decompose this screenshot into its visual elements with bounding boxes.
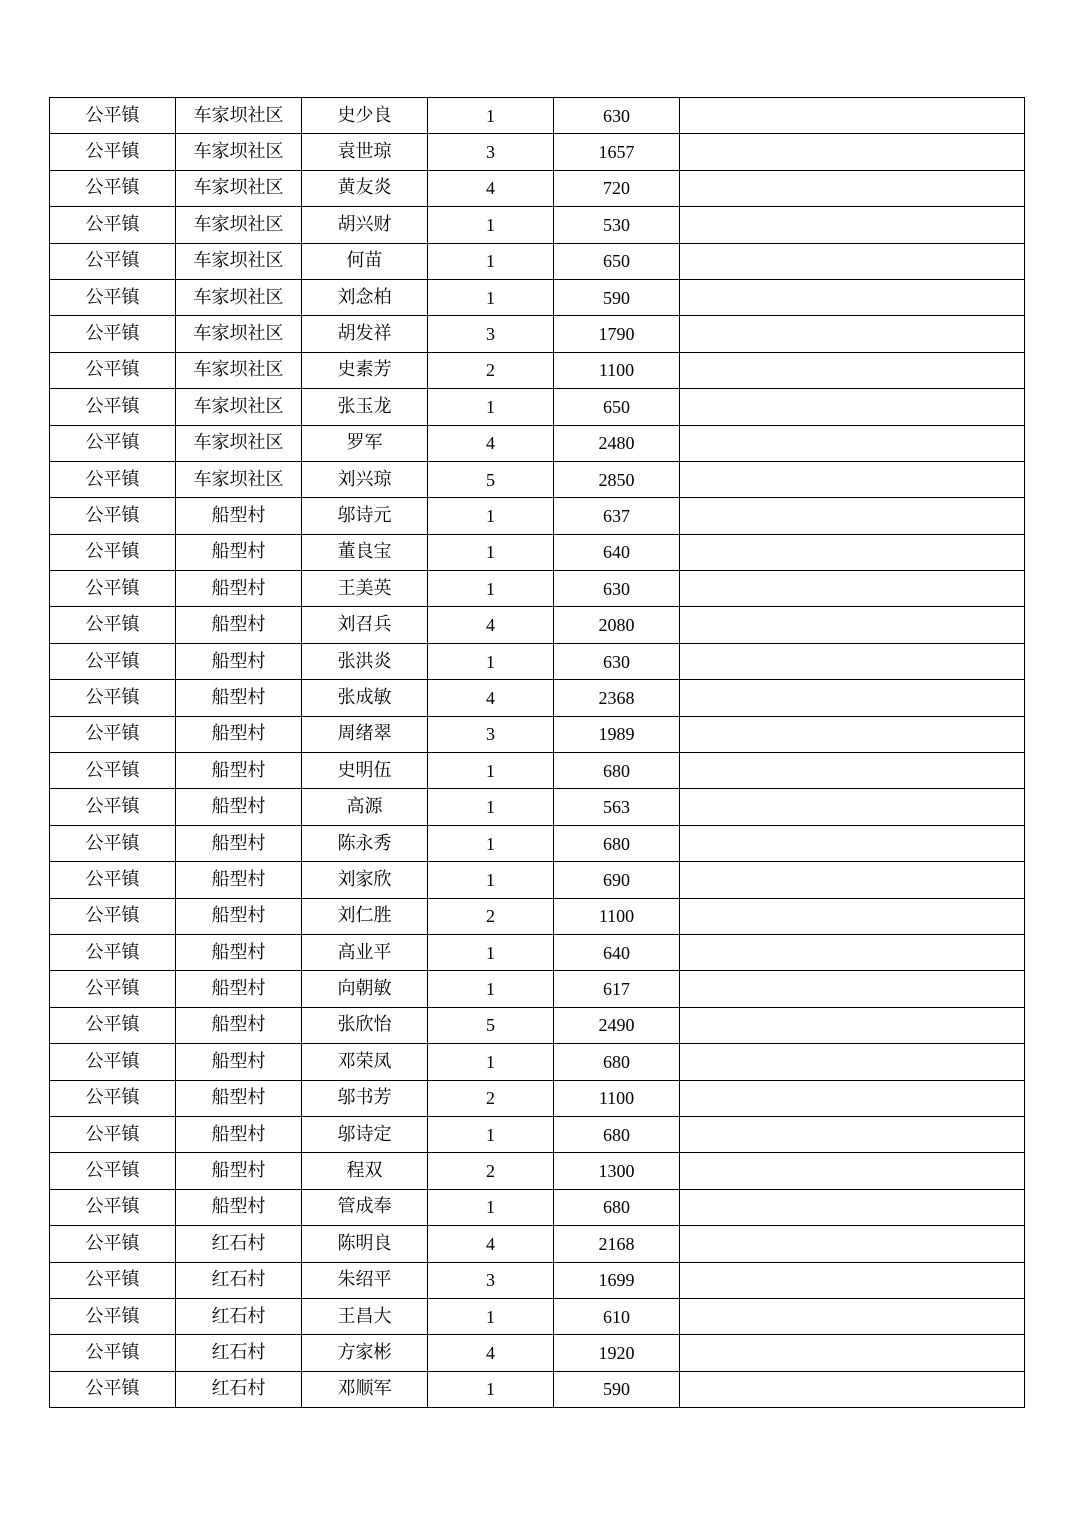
count-cell: 4 [428, 1226, 554, 1262]
table-row [50, 1116, 1025, 1152]
table-row [50, 279, 1025, 315]
table-row [50, 170, 1025, 206]
count-cell: 1 [428, 1298, 554, 1334]
note-cell [680, 207, 1025, 243]
table-row [50, 316, 1025, 352]
count-cell: 2 [428, 898, 554, 934]
amount-cell: 2850 [554, 461, 680, 497]
count-cell: 1 [428, 243, 554, 279]
village-cell: 船型村 [176, 789, 302, 825]
amount-cell: 1657 [554, 134, 680, 170]
count-cell: 3 [428, 316, 554, 352]
name-cell: 陈永秀 [302, 825, 428, 861]
count-cell: 1 [428, 789, 554, 825]
amount-cell: 630 [554, 643, 680, 679]
amount-cell: 1790 [554, 316, 680, 352]
town-cell: 公平镇 [50, 279, 176, 315]
village-cell: 车家坝社区 [176, 316, 302, 352]
name-cell: 刘召兵 [302, 607, 428, 643]
town-cell: 公平镇 [50, 1153, 176, 1189]
table-row [50, 498, 1025, 534]
village-cell: 车家坝社区 [176, 243, 302, 279]
table-row [50, 1007, 1025, 1043]
town-cell: 公平镇 [50, 1335, 176, 1371]
village-cell: 船型村 [176, 1189, 302, 1225]
village-cell: 车家坝社区 [176, 389, 302, 425]
count-cell: 4 [428, 607, 554, 643]
note-cell [680, 971, 1025, 1007]
village-cell: 船型村 [176, 1007, 302, 1043]
town-cell: 公平镇 [50, 1298, 176, 1334]
town-cell: 公平镇 [50, 898, 176, 934]
name-cell: 王美英 [302, 571, 428, 607]
table-row [50, 571, 1025, 607]
note-cell [680, 825, 1025, 861]
note-cell [680, 934, 1025, 970]
amount-cell: 2368 [554, 680, 680, 716]
note-cell [680, 534, 1025, 570]
note-cell [680, 170, 1025, 206]
town-cell: 公平镇 [50, 753, 176, 789]
amount-cell: 680 [554, 1044, 680, 1080]
name-cell: 罗军 [302, 425, 428, 461]
note-cell [680, 1153, 1025, 1189]
name-cell: 袁世琼 [302, 134, 428, 170]
table-row [50, 898, 1025, 934]
note-cell [680, 680, 1025, 716]
amount-cell: 1100 [554, 352, 680, 388]
table-row [50, 1044, 1025, 1080]
amount-cell: 680 [554, 1116, 680, 1152]
town-cell: 公平镇 [50, 461, 176, 497]
table-row [50, 534, 1025, 570]
amount-cell: 630 [554, 98, 680, 134]
town-cell: 公平镇 [50, 971, 176, 1007]
count-cell: 2 [428, 352, 554, 388]
town-cell: 公平镇 [50, 243, 176, 279]
amount-cell: 530 [554, 207, 680, 243]
town-cell: 公平镇 [50, 643, 176, 679]
name-cell: 向朝敏 [302, 971, 428, 1007]
name-cell: 刘仁胜 [302, 898, 428, 934]
count-cell: 1 [428, 825, 554, 861]
count-cell: 2 [428, 1080, 554, 1116]
village-cell: 车家坝社区 [176, 279, 302, 315]
amount-cell: 2490 [554, 1007, 680, 1043]
amount-cell: 2080 [554, 607, 680, 643]
town-cell: 公平镇 [50, 1044, 176, 1080]
town-cell: 公平镇 [50, 1226, 176, 1262]
note-cell [680, 716, 1025, 752]
town-cell: 公平镇 [50, 862, 176, 898]
note-cell [680, 1189, 1025, 1225]
note-cell [680, 1371, 1025, 1407]
count-cell: 3 [428, 1262, 554, 1298]
name-cell: 高业平 [302, 934, 428, 970]
count-cell: 4 [428, 680, 554, 716]
count-cell: 3 [428, 716, 554, 752]
name-cell: 张洪炎 [302, 643, 428, 679]
records-table [49, 97, 1025, 1408]
town-cell: 公平镇 [50, 789, 176, 825]
table-row [50, 971, 1025, 1007]
name-cell: 刘兴琼 [302, 461, 428, 497]
name-cell: 刘念柏 [302, 279, 428, 315]
note-cell [680, 898, 1025, 934]
town-cell: 公平镇 [50, 716, 176, 752]
town-cell: 公平镇 [50, 534, 176, 570]
table-row [50, 680, 1025, 716]
name-cell: 管成奉 [302, 1189, 428, 1225]
name-cell: 邓荣凤 [302, 1044, 428, 1080]
count-cell: 1 [428, 1189, 554, 1225]
count-cell: 1 [428, 207, 554, 243]
note-cell [680, 643, 1025, 679]
name-cell: 史少良 [302, 98, 428, 134]
table-row [50, 207, 1025, 243]
town-cell: 公平镇 [50, 425, 176, 461]
note-cell [680, 789, 1025, 825]
table-row [50, 389, 1025, 425]
table-row [50, 1298, 1025, 1334]
village-cell: 红石村 [176, 1371, 302, 1407]
amount-cell: 680 [554, 753, 680, 789]
note-cell [680, 352, 1025, 388]
town-cell: 公平镇 [50, 98, 176, 134]
table-row [50, 753, 1025, 789]
count-cell: 3 [428, 134, 554, 170]
note-cell [680, 1116, 1025, 1152]
table-row [50, 1226, 1025, 1262]
note-cell [680, 279, 1025, 315]
village-cell: 船型村 [176, 1116, 302, 1152]
count-cell: 4 [428, 425, 554, 461]
name-cell: 邬诗元 [302, 498, 428, 534]
village-cell: 船型村 [176, 680, 302, 716]
note-cell [680, 862, 1025, 898]
name-cell: 陈明良 [302, 1226, 428, 1262]
village-cell: 车家坝社区 [176, 98, 302, 134]
village-cell: 红石村 [176, 1335, 302, 1371]
village-cell: 红石村 [176, 1262, 302, 1298]
town-cell: 公平镇 [50, 1116, 176, 1152]
name-cell: 张成敏 [302, 680, 428, 716]
village-cell: 船型村 [176, 1044, 302, 1080]
village-cell: 车家坝社区 [176, 134, 302, 170]
town-cell: 公平镇 [50, 1080, 176, 1116]
amount-cell: 610 [554, 1298, 680, 1334]
name-cell: 史明伍 [302, 753, 428, 789]
amount-cell: 2168 [554, 1226, 680, 1262]
note-cell [680, 1262, 1025, 1298]
note-cell [680, 1007, 1025, 1043]
village-cell: 车家坝社区 [176, 170, 302, 206]
name-cell: 周绪翠 [302, 716, 428, 752]
town-cell: 公平镇 [50, 207, 176, 243]
note-cell [680, 571, 1025, 607]
count-cell: 1 [428, 98, 554, 134]
village-cell: 车家坝社区 [176, 425, 302, 461]
town-cell: 公平镇 [50, 825, 176, 861]
amount-cell: 590 [554, 279, 680, 315]
name-cell: 王昌大 [302, 1298, 428, 1334]
village-cell: 车家坝社区 [176, 461, 302, 497]
amount-cell: 690 [554, 862, 680, 898]
town-cell: 公平镇 [50, 498, 176, 534]
amount-cell: 640 [554, 934, 680, 970]
note-cell [680, 1335, 1025, 1371]
town-cell: 公平镇 [50, 1189, 176, 1225]
note-cell [680, 607, 1025, 643]
amount-cell: 640 [554, 534, 680, 570]
table-row [50, 607, 1025, 643]
name-cell: 史素芳 [302, 352, 428, 388]
count-cell: 1 [428, 1371, 554, 1407]
town-cell: 公平镇 [50, 316, 176, 352]
village-cell: 船型村 [176, 1153, 302, 1189]
table-row [50, 425, 1025, 461]
village-cell: 车家坝社区 [176, 207, 302, 243]
village-cell: 船型村 [176, 971, 302, 1007]
table-row [50, 862, 1025, 898]
records-table-body [50, 98, 1025, 1408]
table-row [50, 825, 1025, 861]
name-cell: 朱绍平 [302, 1262, 428, 1298]
village-cell: 船型村 [176, 498, 302, 534]
amount-cell: 1100 [554, 1080, 680, 1116]
note-cell [680, 425, 1025, 461]
table-row [50, 98, 1025, 134]
amount-cell: 2480 [554, 425, 680, 461]
village-cell: 船型村 [176, 753, 302, 789]
amount-cell: 637 [554, 498, 680, 534]
town-cell: 公平镇 [50, 1371, 176, 1407]
amount-cell: 720 [554, 170, 680, 206]
table-row [50, 1153, 1025, 1189]
town-cell: 公平镇 [50, 680, 176, 716]
amount-cell: 617 [554, 971, 680, 1007]
amount-cell: 1699 [554, 1262, 680, 1298]
village-cell: 船型村 [176, 607, 302, 643]
note-cell [680, 1044, 1025, 1080]
name-cell: 刘家欣 [302, 862, 428, 898]
count-cell: 4 [428, 170, 554, 206]
table-row [50, 243, 1025, 279]
table-row [50, 716, 1025, 752]
count-cell: 1 [428, 389, 554, 425]
note-cell [680, 1226, 1025, 1262]
table-row [50, 1189, 1025, 1225]
count-cell: 1 [428, 862, 554, 898]
table-row [50, 1262, 1025, 1298]
count-cell: 1 [428, 971, 554, 1007]
name-cell: 胡兴财 [302, 207, 428, 243]
village-cell: 船型村 [176, 1080, 302, 1116]
count-cell: 5 [428, 461, 554, 497]
count-cell: 5 [428, 1007, 554, 1043]
count-cell: 1 [428, 1044, 554, 1080]
name-cell: 程双 [302, 1153, 428, 1189]
amount-cell: 630 [554, 571, 680, 607]
village-cell: 船型村 [176, 534, 302, 570]
note-cell [680, 316, 1025, 352]
amount-cell: 680 [554, 1189, 680, 1225]
table-row [50, 134, 1025, 170]
town-cell: 公平镇 [50, 571, 176, 607]
name-cell: 董良宝 [302, 534, 428, 570]
village-cell: 红石村 [176, 1226, 302, 1262]
village-cell: 红石村 [176, 1298, 302, 1334]
count-cell: 4 [428, 1335, 554, 1371]
name-cell: 张欣怡 [302, 1007, 428, 1043]
count-cell: 1 [428, 498, 554, 534]
village-cell: 船型村 [176, 862, 302, 898]
village-cell: 船型村 [176, 716, 302, 752]
count-cell: 1 [428, 753, 554, 789]
town-cell: 公平镇 [50, 934, 176, 970]
town-cell: 公平镇 [50, 607, 176, 643]
name-cell: 邬书芳 [302, 1080, 428, 1116]
note-cell [680, 753, 1025, 789]
note-cell [680, 461, 1025, 497]
amount-cell: 1100 [554, 898, 680, 934]
town-cell: 公平镇 [50, 352, 176, 388]
table-row [50, 789, 1025, 825]
name-cell: 高源 [302, 789, 428, 825]
village-cell: 船型村 [176, 934, 302, 970]
town-cell: 公平镇 [50, 389, 176, 425]
count-cell: 1 [428, 571, 554, 607]
village-cell: 船型村 [176, 825, 302, 861]
note-cell [680, 1298, 1025, 1334]
name-cell: 张玉龙 [302, 389, 428, 425]
name-cell: 邬诗定 [302, 1116, 428, 1152]
table-row [50, 1335, 1025, 1371]
count-cell: 1 [428, 934, 554, 970]
table-row [50, 461, 1025, 497]
amount-cell: 1300 [554, 1153, 680, 1189]
note-cell [680, 498, 1025, 534]
note-cell [680, 389, 1025, 425]
name-cell: 邓顺军 [302, 1371, 428, 1407]
name-cell: 何苗 [302, 243, 428, 279]
table-row [50, 1080, 1025, 1116]
table-row [50, 1371, 1025, 1407]
table-row [50, 934, 1025, 970]
amount-cell: 563 [554, 789, 680, 825]
table-row [50, 352, 1025, 388]
name-cell: 黄友炎 [302, 170, 428, 206]
village-cell: 船型村 [176, 643, 302, 679]
amount-cell: 1920 [554, 1335, 680, 1371]
amount-cell: 1989 [554, 716, 680, 752]
name-cell: 方家彬 [302, 1335, 428, 1371]
village-cell: 车家坝社区 [176, 352, 302, 388]
note-cell [680, 243, 1025, 279]
note-cell [680, 134, 1025, 170]
amount-cell: 680 [554, 825, 680, 861]
count-cell: 1 [428, 279, 554, 315]
count-cell: 1 [428, 1116, 554, 1152]
town-cell: 公平镇 [50, 134, 176, 170]
village-cell: 船型村 [176, 898, 302, 934]
note-cell [680, 98, 1025, 134]
amount-cell: 590 [554, 1371, 680, 1407]
amount-cell: 650 [554, 389, 680, 425]
note-cell [680, 1080, 1025, 1116]
name-cell: 胡发祥 [302, 316, 428, 352]
amount-cell: 650 [554, 243, 680, 279]
village-cell: 船型村 [176, 571, 302, 607]
count-cell: 2 [428, 1153, 554, 1189]
town-cell: 公平镇 [50, 170, 176, 206]
town-cell: 公平镇 [50, 1007, 176, 1043]
table-row [50, 643, 1025, 679]
count-cell: 1 [428, 643, 554, 679]
town-cell: 公平镇 [50, 1262, 176, 1298]
count-cell: 1 [428, 534, 554, 570]
